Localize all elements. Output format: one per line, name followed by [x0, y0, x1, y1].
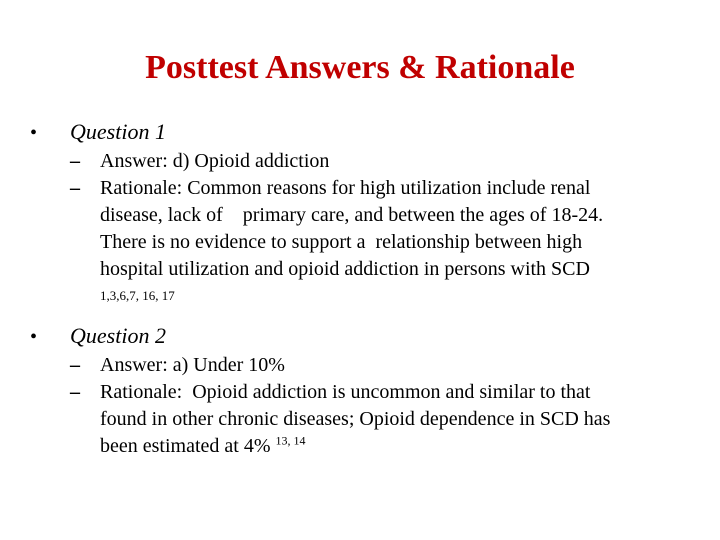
rationale-line: There is no evidence to support a relationship between high: [100, 231, 583, 253]
rationale-line: disease, lack of primary care, and between the ages of 18-24.: [100, 204, 604, 226]
bullet-icon: •: [30, 326, 38, 348]
rationale-line: Rationale: Opioid addiction is uncommon and similar to that: [100, 381, 591, 403]
rationale-text: [100, 379, 690, 460]
rationale-item: [70, 175, 690, 283]
answer-text: Answer: d) Opioid addiction: [100, 150, 330, 172]
rationale-last-line: [100, 433, 690, 460]
dash-icon: –: [70, 150, 80, 172]
question-2-block: [30, 321, 690, 460]
rationale-line: hospital utilization and opioid addiction in persons with SCD: [100, 258, 590, 280]
bullet-icon: •: [30, 122, 38, 144]
rationale-item: [70, 379, 690, 460]
slide-title: Posttest Answers & Rationale: [145, 49, 575, 86]
answer-item: [70, 148, 690, 175]
dash-icon: –: [70, 354, 80, 376]
rationale-line: found in other chronic diseases; Opioid dependence in SCD has: [100, 408, 611, 430]
question-heading: [30, 117, 690, 148]
question-label: Question 2: [70, 323, 166, 348]
question-1-block: [30, 117, 690, 305]
question-label: Question 1: [70, 119, 166, 144]
citation-superscript: 13, 14: [275, 433, 306, 448]
question-heading: [30, 321, 690, 352]
citation-text: 1,3,6,7, 16, 17: [100, 288, 175, 303]
answer-item: [70, 352, 690, 379]
rationale-line: Rationale: Common reasons for high utilization include renal: [100, 177, 591, 199]
dash-icon: –: [70, 381, 80, 403]
rationale-text: [100, 175, 690, 283]
dash-icon: –: [70, 177, 80, 199]
answer-text: Answer: a) Under 10%: [100, 354, 285, 376]
rationale-line: been estimated at 4%: [100, 435, 271, 457]
